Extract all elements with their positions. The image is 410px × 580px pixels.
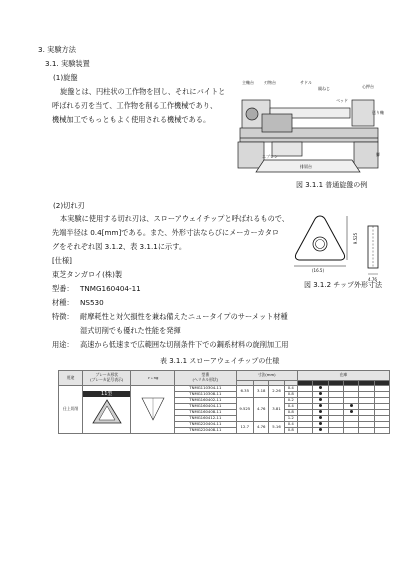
chip-dim-ic: 9.525 [353, 232, 359, 245]
spec-model: TNMG160404-11 [80, 284, 141, 293]
d1-3: 5.16 [269, 422, 284, 434]
row-model: TNMG110308-11 [175, 392, 236, 398]
th-model-sub: (ヘリカル形状) [192, 377, 219, 382]
row-model: TNMG220408-11 [175, 428, 236, 434]
spec-feature-line-2: 湿式切削でも優れた性能を発揮 [80, 326, 181, 335]
row-model: TNMG160408-11 [175, 410, 236, 416]
subsection-heading: 3.1. 実験装置 [45, 59, 90, 68]
th-model [175, 371, 236, 386]
stock-dot [319, 410, 322, 413]
table-caption: 表 3.1.1 スローアウェイチップの仕様 [160, 357, 280, 365]
th-use: 用途 [59, 371, 83, 386]
lathe-figure [232, 78, 384, 178]
stock-dot [319, 392, 322, 395]
breaker-code: 11型 [83, 391, 130, 397]
tool-line-2: 先端半径は 0.4[mm]である。また、外形寸法ならびにメーカーカタロ [52, 228, 280, 237]
lathe-line-1: 旋盤とは、円柱状の工作物を回し、それにバイトと [60, 87, 226, 96]
lathe-heading: (1)旋盤 [53, 73, 78, 82]
lathe-label-headstock: 主軸台 [242, 80, 254, 85]
tool-heading: (2)切れ刃 [53, 201, 85, 210]
section-heading: 3. 実験方法 [38, 45, 76, 54]
stock-dot [319, 386, 322, 389]
spec-material-label: 材種： [52, 298, 74, 307]
d1-1: 2.26 [269, 386, 284, 398]
lathe-label-tailstock: 心押台 [362, 84, 374, 89]
stock-dot [319, 422, 322, 425]
row-re: 0.2 [284, 398, 297, 404]
spec-feature-line-1: 耐摩耗性と対欠損性を兼ね備えたニュータイプのサーメット材種 [80, 312, 288, 321]
spec-maker: 東芝タンガロイ(株)製 [52, 270, 123, 279]
row-re: 0.8 [284, 392, 297, 398]
lathe-label-toolpost: 刃物台 [264, 80, 276, 85]
lathe-label-apron: エプロン [262, 154, 278, 159]
lathe-label-leadscrew: 親ねじ [318, 86, 330, 91]
row-re: 0.8 [284, 428, 297, 434]
tool-line-3: グをそれぞれ図 3.1.2、表 3.1.1に示す。 [52, 242, 187, 251]
row-re: 0.4 [284, 422, 297, 428]
chip-side-figure [362, 222, 388, 280]
ic-1: 6.35 [236, 386, 254, 398]
d1-2: 3.81 [269, 398, 284, 422]
lathe-figure-caption: 図 3.1.1 普通旋盤の例 [296, 181, 368, 189]
chip-dim-thickness: 4.76 [368, 277, 377, 282]
s-1: 3.18 [254, 386, 269, 398]
stock-dot [319, 404, 322, 407]
stock-dot [319, 428, 322, 431]
th-breaker-label: ブレーカ形状 [95, 372, 118, 378]
ic-2: 9.525 [236, 398, 254, 422]
lathe-label-feedshaft: 送り軸 [372, 110, 384, 115]
row-re: 0.4 [284, 386, 297, 392]
th-dims: 寸法(mm) [236, 371, 297, 381]
chip-plan-figure [290, 210, 350, 272]
row-model: TNMG220404-11 [175, 422, 236, 428]
spec-heading: [仕様] [52, 256, 72, 265]
spec-material: NS530 [80, 298, 104, 307]
breaker-drawing [87, 397, 127, 427]
row-re: 1.2 [284, 416, 297, 422]
stock-dot [350, 404, 353, 407]
th-model-label: 型番 [201, 372, 210, 378]
row-model: TNMG160402-11 [175, 398, 236, 404]
stock-dot [319, 398, 322, 401]
row-model: TNMG160412-11 [175, 416, 236, 422]
row-model: TNMG110304-11 [175, 386, 236, 392]
th-breaker [83, 371, 131, 386]
chip-figure-caption: 図 3.1.2 チップ外形寸法 [304, 281, 383, 289]
shape-drawing [134, 394, 172, 424]
use-cell: 仕上切削 [59, 386, 83, 434]
th-shape: ｒ₀ ng [131, 371, 175, 386]
lathe-line-2: 呼ばれる刃を当て、工作物を削る工作機械であり、 [52, 101, 218, 110]
row-re: 0.8 [284, 410, 297, 416]
spec-table-wrap [58, 370, 390, 454]
spec-usage: 高速から低速まで広範囲な切削条件下での鋼系材料の旋削加工用 [80, 340, 289, 349]
lathe-line-3: 機械加工でもっともよく使用される機械である。 [52, 115, 211, 124]
lathe-label-saddle: サドル [300, 80, 312, 85]
lathe-label-bed: ベッド [336, 98, 348, 103]
spec-usage-label: 用途： [52, 340, 74, 349]
s-3: 4.76 [254, 422, 269, 434]
ic-3: 12.7 [236, 422, 254, 434]
shape-cell [131, 386, 175, 434]
s-2: 4.76 [254, 398, 269, 422]
th-breaker-sub: (ブレーカ記号表示) [90, 377, 124, 382]
spec-feature-label: 特徴： [52, 312, 74, 321]
spec-table [58, 370, 390, 434]
row-model: TNMG160404-11 [175, 404, 236, 410]
stock-dot [350, 410, 353, 413]
lathe-label-leg: 脚 [376, 152, 380, 157]
stock-dot [319, 416, 322, 419]
row-re: 0.4 [284, 404, 297, 410]
chip-dim-length: (16.5) [312, 268, 325, 273]
tool-line-1: 本実験に使用する切れ刃は、スローアウェイチップと呼ばれるもので、 [60, 214, 289, 223]
th-stock: 在庫 [297, 371, 389, 381]
breaker-cell [83, 386, 131, 434]
spec-model-label: 型番： [52, 284, 74, 293]
lathe-label-chippan: 排屑台 [300, 164, 312, 169]
